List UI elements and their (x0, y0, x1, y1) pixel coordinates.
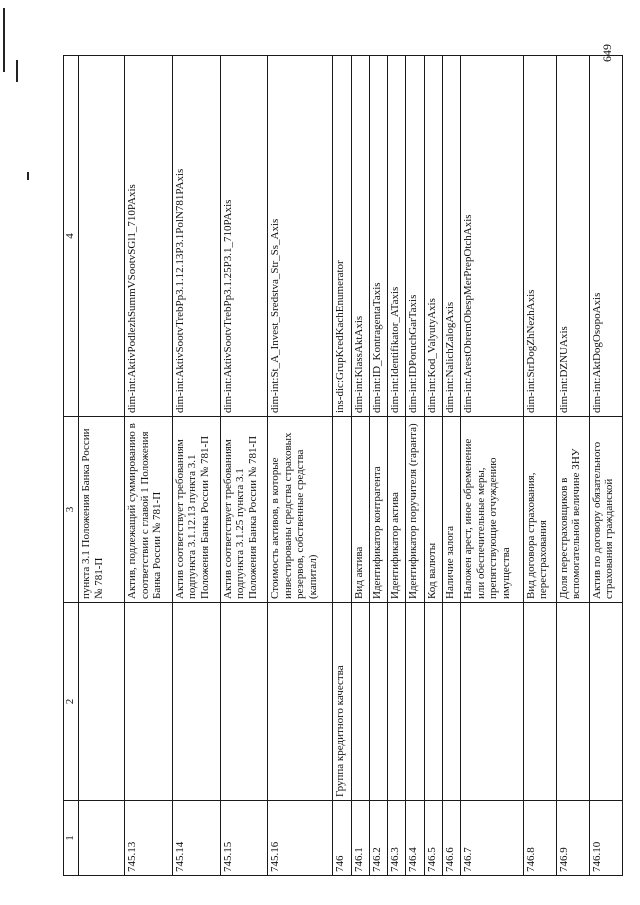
document-table-wrapper (63, 56, 623, 876)
table-row (220, 56, 268, 876)
row-code-cell: 746.8 (523, 801, 556, 876)
row-name-cell: Код валюты (424, 417, 442, 603)
row-code-cell: 746.3 (388, 801, 406, 876)
row-dimension-cell: dim-int:Kod_ValyutyAxis (424, 56, 442, 417)
column-number: 4 (64, 56, 79, 417)
row-code-cell: 745.15 (220, 801, 268, 876)
table-row (172, 56, 220, 876)
scan-mark (16, 60, 18, 82)
row-name-cell (333, 417, 351, 603)
page-number: 649 (600, 44, 614, 62)
row-group-cell (424, 603, 442, 801)
row-dimension-cell (79, 56, 125, 417)
row-group-cell (442, 603, 460, 801)
row-name-cell: Идентификатор контрагента (369, 417, 387, 603)
row-dimension-cell: dim-int:Identifikator_ATaxis (388, 56, 406, 417)
column-number: 1 (64, 801, 79, 876)
table-row (125, 56, 173, 876)
row-code-cell: 745.16 (268, 801, 333, 876)
row-code-cell: 746.9 (556, 801, 589, 876)
row-dimension-cell: dim-int:St_A_Invest_Sredstva_Str_Ss_Axis (268, 56, 333, 417)
table-row (79, 56, 125, 876)
table-row (388, 56, 406, 876)
row-code-cell: 746.1 (351, 801, 369, 876)
table-row (589, 56, 622, 876)
table-row (523, 56, 556, 876)
row-group-cell (268, 603, 333, 801)
row-name-cell: Актив, подлежащий суммированию в соответствии с главой 1 Положения Банка России № 781-П (125, 417, 173, 603)
row-name-cell: Наличие залога (442, 417, 460, 603)
row-group-cell (172, 603, 220, 801)
row-group-cell (79, 603, 125, 801)
row-dimension-cell: dim-int:AktivSootvTrebPp3.1.25P3.1_710PAxis (220, 56, 268, 417)
row-name-cell: Идентификатор поручителя (гаранта) (406, 417, 424, 603)
row-group-cell (523, 603, 556, 801)
row-dimension-cell: dim-int:KlassAktAxis (351, 56, 369, 417)
row-name-cell: Стоимость активов, в которые инвестированы средства страховых резервов, собственные средства (капитал) (268, 417, 333, 603)
row-group-cell (351, 603, 369, 801)
row-group-cell (406, 603, 424, 801)
row-name-cell: Вид договора страхования, перестрахования (523, 417, 556, 603)
row-dimension-cell: dim-int:ID_KontragentaTaxis (369, 56, 387, 417)
row-code-cell: 745.14 (172, 801, 220, 876)
column-number-row (64, 56, 79, 876)
row-group-cell (125, 603, 173, 801)
row-name-cell: Наложен арест, иное обременение или обеспечительные меры, препятствующие отчуждению имущества (461, 417, 524, 603)
table-row (424, 56, 442, 876)
row-code-cell: 746.4 (406, 801, 424, 876)
row-code-cell: 746.2 (369, 801, 387, 876)
row-code-cell: 746.7 (461, 801, 524, 876)
table-row (556, 56, 589, 876)
table-row (351, 56, 369, 876)
table-row (442, 56, 460, 876)
row-group-cell (461, 603, 524, 801)
row-code-cell: 746.10 (589, 801, 622, 876)
row-name-cell: Актив соответствует требованиям подпункта 3.1.12.13 пункта 3.1 Положения Банка России № 781-П (172, 417, 220, 603)
row-name-cell: Идентификатор актива (388, 417, 406, 603)
row-group-cell (556, 603, 589, 801)
row-code-cell: 746 (333, 801, 351, 876)
row-dimension-cell: dim-int:AktivSootvTrebPp3.1.12.13P3.1PolN781PAxis (172, 56, 220, 417)
document-table (63, 55, 623, 876)
row-code-cell: 746.6 (442, 801, 460, 876)
row-name-cell: Доля перестраховщиков в вспомогательной величине ЗНУ (556, 417, 589, 603)
row-dimension-cell: ins-dic:GrupKredKachEnumerator (333, 56, 351, 417)
row-group-cell (589, 603, 622, 801)
scan-mark (3, 8, 5, 72)
row-dimension-cell: dim-int:NalichZalogAxis (442, 56, 460, 417)
table-row (406, 56, 424, 876)
row-group-cell (220, 603, 268, 801)
row-dimension-cell: dim-int:AktDogOsopoAxis (589, 56, 622, 417)
row-dimension-cell: dim-int:AktivPodlezhSummVSootvSGl1_710PAxis (125, 56, 173, 417)
row-code-cell: 745.13 (125, 801, 173, 876)
row-name-cell: Актив соответствует требованиям подпункта 3.1.25 пункта 3.1 Положения Банка России № 781-П (220, 417, 268, 603)
row-code-cell (79, 801, 125, 876)
table-row (268, 56, 333, 876)
table-row (369, 56, 387, 876)
row-dimension-cell: dim-int:DZNUAxis (556, 56, 589, 417)
row-name-cell: Вид актива (351, 417, 369, 603)
scan-mark (27, 172, 29, 180)
row-group-cell (388, 603, 406, 801)
row-dimension-cell: dim-int:StrDogZhNezhAxis (523, 56, 556, 417)
row-dimension-cell: dim-int:IDPoruchGarTaxis (406, 56, 424, 417)
row-dimension-cell: dim-int:ArestObremObespMerPrepOtchAxis (461, 56, 524, 417)
table-row (461, 56, 524, 876)
row-group-cell: Группа кредитного качества (333, 603, 351, 801)
row-code-cell: 746.5 (424, 801, 442, 876)
row-name-cell: пункта 3.1 Положения Банка России № 781-П (79, 417, 125, 603)
row-group-cell (369, 603, 387, 801)
table-row (333, 56, 351, 876)
row-name-cell: Актив по договору обязательного страхования гражданской (589, 417, 622, 603)
column-number: 3 (64, 417, 79, 603)
column-number: 2 (64, 603, 79, 801)
